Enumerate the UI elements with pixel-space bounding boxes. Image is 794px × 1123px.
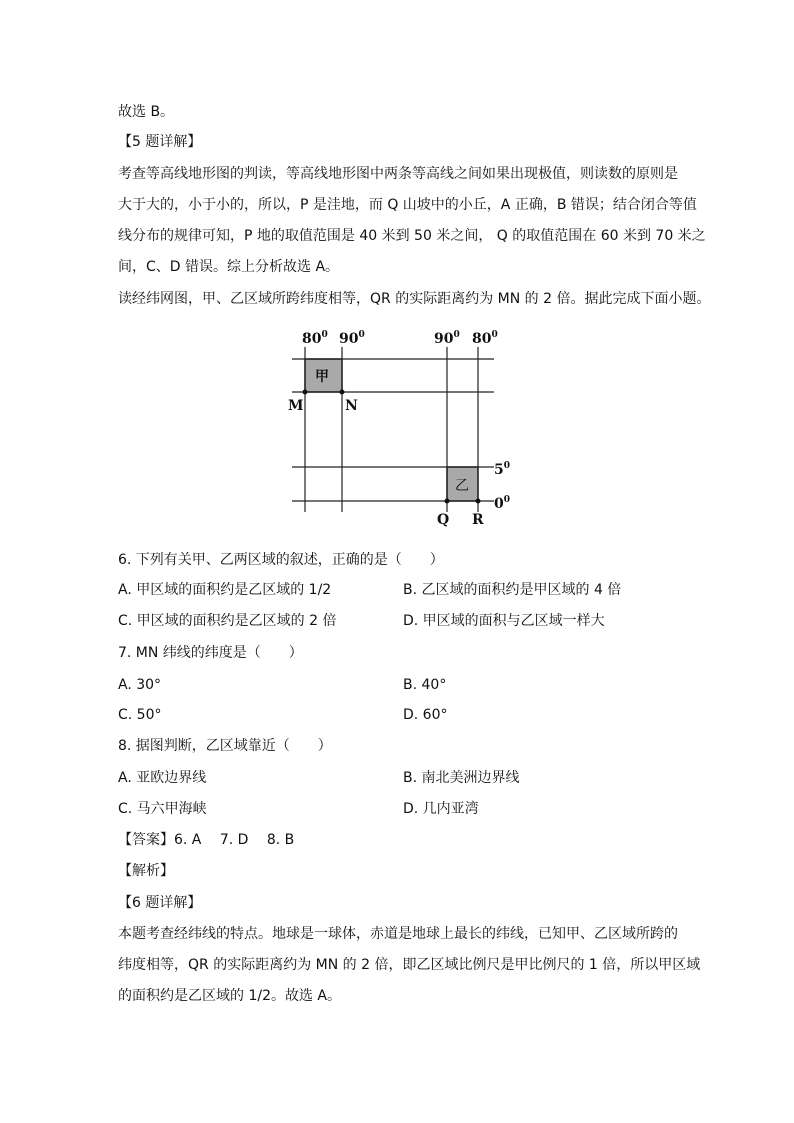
q8-option-a: A. 亚欧边界线	[118, 770, 207, 786]
q7-stem: 7. MN 纬线的纬度是（ ）	[118, 645, 303, 661]
point-m-dot	[303, 390, 308, 395]
answer-line: 【答案】6. A 7. D 8. B	[118, 832, 295, 848]
q6-line-1: 本题考查经纬线的特点。地球是一球体，赤道是地球上最长的纬线，已知甲、乙区域所跨的	[118, 926, 678, 942]
point-n-label: N	[345, 398, 358, 414]
q6-stem: 6. 下列有关甲、乙两区域的叙述，正确的是（ ）	[118, 552, 444, 568]
lat-label-5: $5^0$	[494, 461, 511, 478]
intro-text: 读经纬网图，甲、乙区域所跨纬度相等，QR 的实际距离约为 MN 的 2 倍。据此完成下面小题。	[118, 291, 711, 307]
q5-line-2: 大于大的，小于小的，所以，P 是洼地，而 Q 山坡中的小丘，A 正确，B 错误；结合闭合等值	[118, 197, 697, 213]
lat-label-0: $0^0$	[494, 495, 511, 512]
point-r-dot	[476, 499, 481, 504]
q7-option-a: A. 30°	[118, 677, 162, 693]
q7-option-d: D. 60°	[403, 707, 448, 723]
q8-stem: 8. 据图判断，乙区域靠近（ ）	[118, 738, 332, 754]
q6-option-b: B. 乙区域的面积约是甲区域的 4 倍	[403, 582, 622, 598]
q8-option-d: D. 几内亚湾	[403, 801, 479, 817]
q6-option-d: D. 甲区域的面积与乙区域一样大	[403, 613, 605, 629]
lon-label-90-right: $90^0$	[434, 330, 460, 347]
point-m-label: M	[288, 398, 304, 414]
lon-label-80-left: $80^0$	[302, 330, 328, 347]
q8-option-c: C. 马六甲海峡	[118, 801, 207, 817]
q6-option-a: A. 甲区域的面积约是乙区域的 1/2	[118, 582, 332, 598]
q5-line-4: 间，C、D 错误。综上分析故选 A。	[118, 259, 340, 275]
region-b-label: 乙	[455, 478, 469, 494]
q6-line-2: 纬度相等，QR 的实际距离约为 MN 的 2 倍，即乙区域比例尺是甲比例尺的 1 倍，所以甲区域	[118, 957, 701, 973]
point-q-label: Q	[437, 512, 450, 528]
point-n-dot	[340, 390, 345, 395]
q5-line-1: 考查等高线地形图的判读，等高线地形图中两条等高线之间如果出现极值，则读数的原则是	[118, 166, 678, 182]
q8-option-b: B. 南北美洲边界线	[403, 770, 520, 786]
q5-heading: 【5 题详解】	[118, 134, 202, 150]
point-r-label: R	[472, 512, 484, 528]
q6-option-c: C. 甲区域的面积约是乙区域的 2 倍	[118, 613, 337, 629]
q7-option-b: B. 40°	[403, 677, 447, 693]
previous-conclusion: 故选 B。	[118, 104, 175, 120]
lon-label-80-right: $80^0$	[472, 330, 498, 347]
lon-label-90-left: $90^0$	[339, 330, 365, 347]
q6-heading: 【6 题详解】	[118, 895, 202, 911]
q5-line-3: 线分布的规律可知，P 地的取值范围是 40 米到 50 米之间， Q 的取值范围在 60 米到 70 米之	[118, 228, 706, 244]
q7-option-c: C. 50°	[118, 707, 162, 723]
analysis-heading: 【解析】	[118, 863, 174, 879]
region-a-label: 甲	[315, 369, 329, 385]
point-q-dot	[445, 499, 450, 504]
q6-line-3: 的面积约是乙区域的 1/2。故选 A。	[118, 988, 342, 1004]
